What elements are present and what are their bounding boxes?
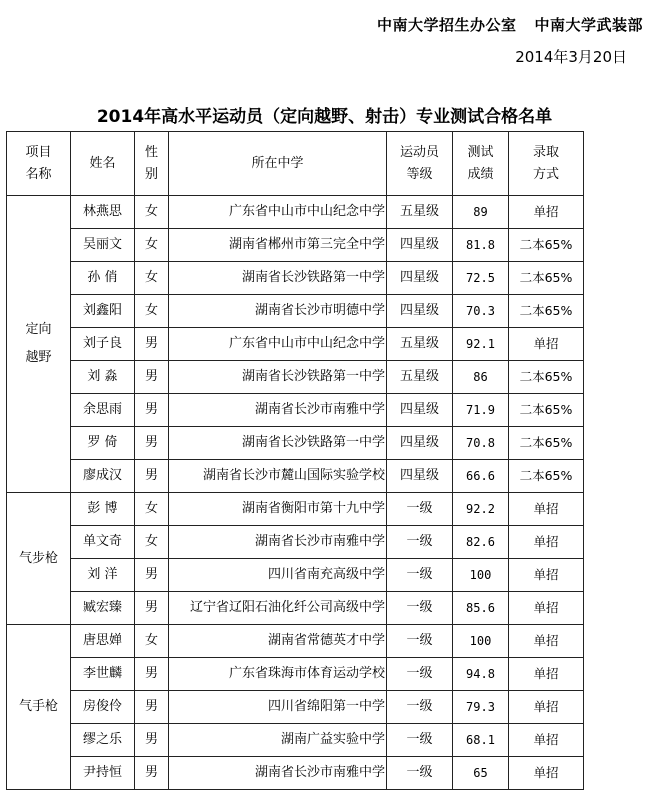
cell-method: 单招 [509,592,584,625]
cell-level: 一级 [387,559,453,592]
cell-score: 66.6 [453,460,509,493]
cell-gender: 女 [135,493,169,526]
cell-gender: 男 [135,757,169,790]
table-row [7,262,584,295]
cell-method: 二本65% [509,394,584,427]
category-label-part: 气手枪 [18,699,58,714]
org-armed-forces-dept: 中南大学武装部 [534,16,643,34]
cell-method: 二本65% [509,460,584,493]
cell-category [7,196,71,493]
cell-gender: 男 [135,361,169,394]
cell-gender: 女 [135,229,169,262]
cell-score: 68.1 [453,724,509,757]
cell-score: 65 [453,757,509,790]
table-row [7,460,584,493]
cell-score: 85.6 [453,592,509,625]
cell-school: 广东省珠海市体育运动学校 [169,658,387,691]
cell-category [7,493,71,625]
table-row [7,559,584,592]
cell-school: 湖南省衡阳市第十九中学 [169,493,387,526]
table-row [7,724,584,757]
category-label-part: 气步枪 [18,550,58,566]
cell-score: 89 [453,196,509,229]
cell-name: 唐思婵 [71,625,135,658]
header-score: 测试 成绩 [453,132,509,196]
cell-name: 臧宏臻 [71,592,135,625]
cell-category [7,625,71,790]
cell-score: 86 [453,361,509,394]
cell-score: 92.1 [453,328,509,361]
table-row [7,625,584,658]
cell-gender: 男 [135,460,169,493]
cell-score: 82.6 [453,526,509,559]
cell-method: 单招 [509,493,584,526]
cell-level: 四星级 [387,229,453,262]
cell-school: 广东省中山市中山纪念中学 [169,328,387,361]
cell-school: 湖南省长沙市麓山国际实验学校 [169,460,387,493]
cell-method: 单招 [509,757,584,790]
org-admissions-office: 中南大学招生办公室 [376,16,517,34]
cell-score: 70.8 [453,427,509,460]
cell-gender: 男 [135,592,169,625]
cell-level: 四星级 [387,460,453,493]
cell-method: 二本65% [509,361,584,394]
cell-level: 五星级 [387,328,453,361]
header-method: 录取 方式 [509,132,584,196]
cell-method: 二本65% [509,427,584,460]
table-row [7,757,584,790]
cell-level: 四星级 [387,427,453,460]
cell-score: 79.3 [453,691,509,724]
table-row [7,592,584,625]
cell-gender: 男 [135,328,169,361]
header-category: 项目 名称 [7,132,71,196]
cell-gender: 男 [135,691,169,724]
cell-score: 100 [453,559,509,592]
cell-level: 一级 [387,493,453,526]
cell-level: 四星级 [387,295,453,328]
cell-school: 湖南省郴州市第三完全中学 [169,229,387,262]
cell-name: 刘 洋 [71,559,135,592]
cell-level: 五星级 [387,196,453,229]
cell-level: 一级 [387,592,453,625]
table-row [7,658,584,691]
cell-school: 湖南省长沙铁路第一中学 [169,427,387,460]
header-name: 姓名 [71,132,135,196]
cell-method: 单招 [509,559,584,592]
cell-name: 林燕思 [71,196,135,229]
table-row [7,394,584,427]
cell-name: 罗 倚 [71,427,135,460]
cell-name: 单文奇 [71,526,135,559]
cell-school: 广东省中山市中山纪念中学 [169,196,387,229]
table-row [7,526,584,559]
table-body [7,132,584,790]
cell-school: 湖南省长沙市南雅中学 [169,394,387,427]
cell-level: 一级 [387,724,453,757]
cell-school: 湖南省长沙铁路第一中学 [169,361,387,394]
cell-name: 尹持恒 [71,757,135,790]
cell-name: 吴丽文 [71,229,135,262]
cell-name: 刘子良 [71,328,135,361]
cell-gender: 男 [135,394,169,427]
cell-name: 余思雨 [71,394,135,427]
cell-method: 二本65% [509,262,584,295]
table-row [7,295,584,328]
issuing-organizations [377,14,643,35]
cell-score: 100 [453,625,509,658]
category-label-part: 越野 [25,350,52,365]
cell-method: 单招 [509,691,584,724]
cell-gender: 女 [135,526,169,559]
cell-name: 孙 俏 [71,262,135,295]
cell-name: 彭 博 [71,493,135,526]
cell-school: 湖南省长沙市明德中学 [169,295,387,328]
cell-school: 湖南省长沙市南雅中学 [169,757,387,790]
cell-level: 一级 [387,757,453,790]
category-label-part: 定向 [25,322,52,337]
document-title: 2014年高水平运动员（定向越野、射击）专业测试合格名单 [96,107,553,127]
cell-gender: 男 [135,559,169,592]
cell-level: 五星级 [387,361,453,394]
cell-gender: 男 [135,724,169,757]
header-level: 运动员 等级 [387,132,453,196]
cell-gender: 男 [135,658,169,691]
cell-name: 廖成汉 [71,460,135,493]
table-row [7,229,584,262]
cell-name: 刘鑫阳 [71,295,135,328]
header-school: 所在中学 [169,132,387,196]
cell-gender: 女 [135,262,169,295]
cell-school: 辽宁省辽阳石油化纤公司高级中学 [169,592,387,625]
cell-name: 缪之乐 [71,724,135,757]
cell-score: 72.5 [453,262,509,295]
cell-method: 单招 [509,328,584,361]
cell-method: 单招 [509,658,584,691]
cell-method: 单招 [509,526,584,559]
cell-school: 湖南省长沙铁路第一中学 [169,262,387,295]
cell-method: 单招 [509,196,584,229]
cell-level: 四星级 [387,394,453,427]
table-header-row [7,132,584,196]
table-row [7,196,584,229]
cell-level: 一级 [387,526,453,559]
cell-method: 单招 [509,625,584,658]
cell-school: 湖南省长沙市南雅中学 [169,526,387,559]
table-row [7,691,584,724]
cell-level: 四星级 [387,262,453,295]
cell-gender: 男 [135,427,169,460]
cell-score: 81.8 [453,229,509,262]
cell-method: 二本65% [509,295,584,328]
header-gender: 性 别 [135,132,169,196]
cell-gender: 女 [135,295,169,328]
cell-school: 四川省绵阳第一中学 [169,691,387,724]
cell-method: 二本65% [509,229,584,262]
cell-method: 单招 [509,724,584,757]
cell-gender: 女 [135,625,169,658]
cell-school: 四川省南充高级中学 [169,559,387,592]
table-row [7,361,584,394]
cell-name: 李世麟 [71,658,135,691]
cell-score: 70.3 [453,295,509,328]
cell-score: 92.2 [453,493,509,526]
cell-school: 湖南省常德英才中学 [169,625,387,658]
cell-level: 一级 [387,691,453,724]
table-row [7,493,584,526]
cell-name: 房俊伶 [71,691,135,724]
cell-name: 刘 淼 [71,361,135,394]
cell-score: 71.9 [453,394,509,427]
cell-level: 一级 [387,625,453,658]
qualified-athletes-table [6,131,584,790]
cell-score: 94.8 [453,658,509,691]
table-row [7,328,584,361]
cell-level: 一级 [387,658,453,691]
cell-gender: 女 [135,196,169,229]
issue-date: 2014年3月20日 [515,48,627,66]
cell-school: 湖南广益实验中学 [169,724,387,757]
table-row [7,427,584,460]
